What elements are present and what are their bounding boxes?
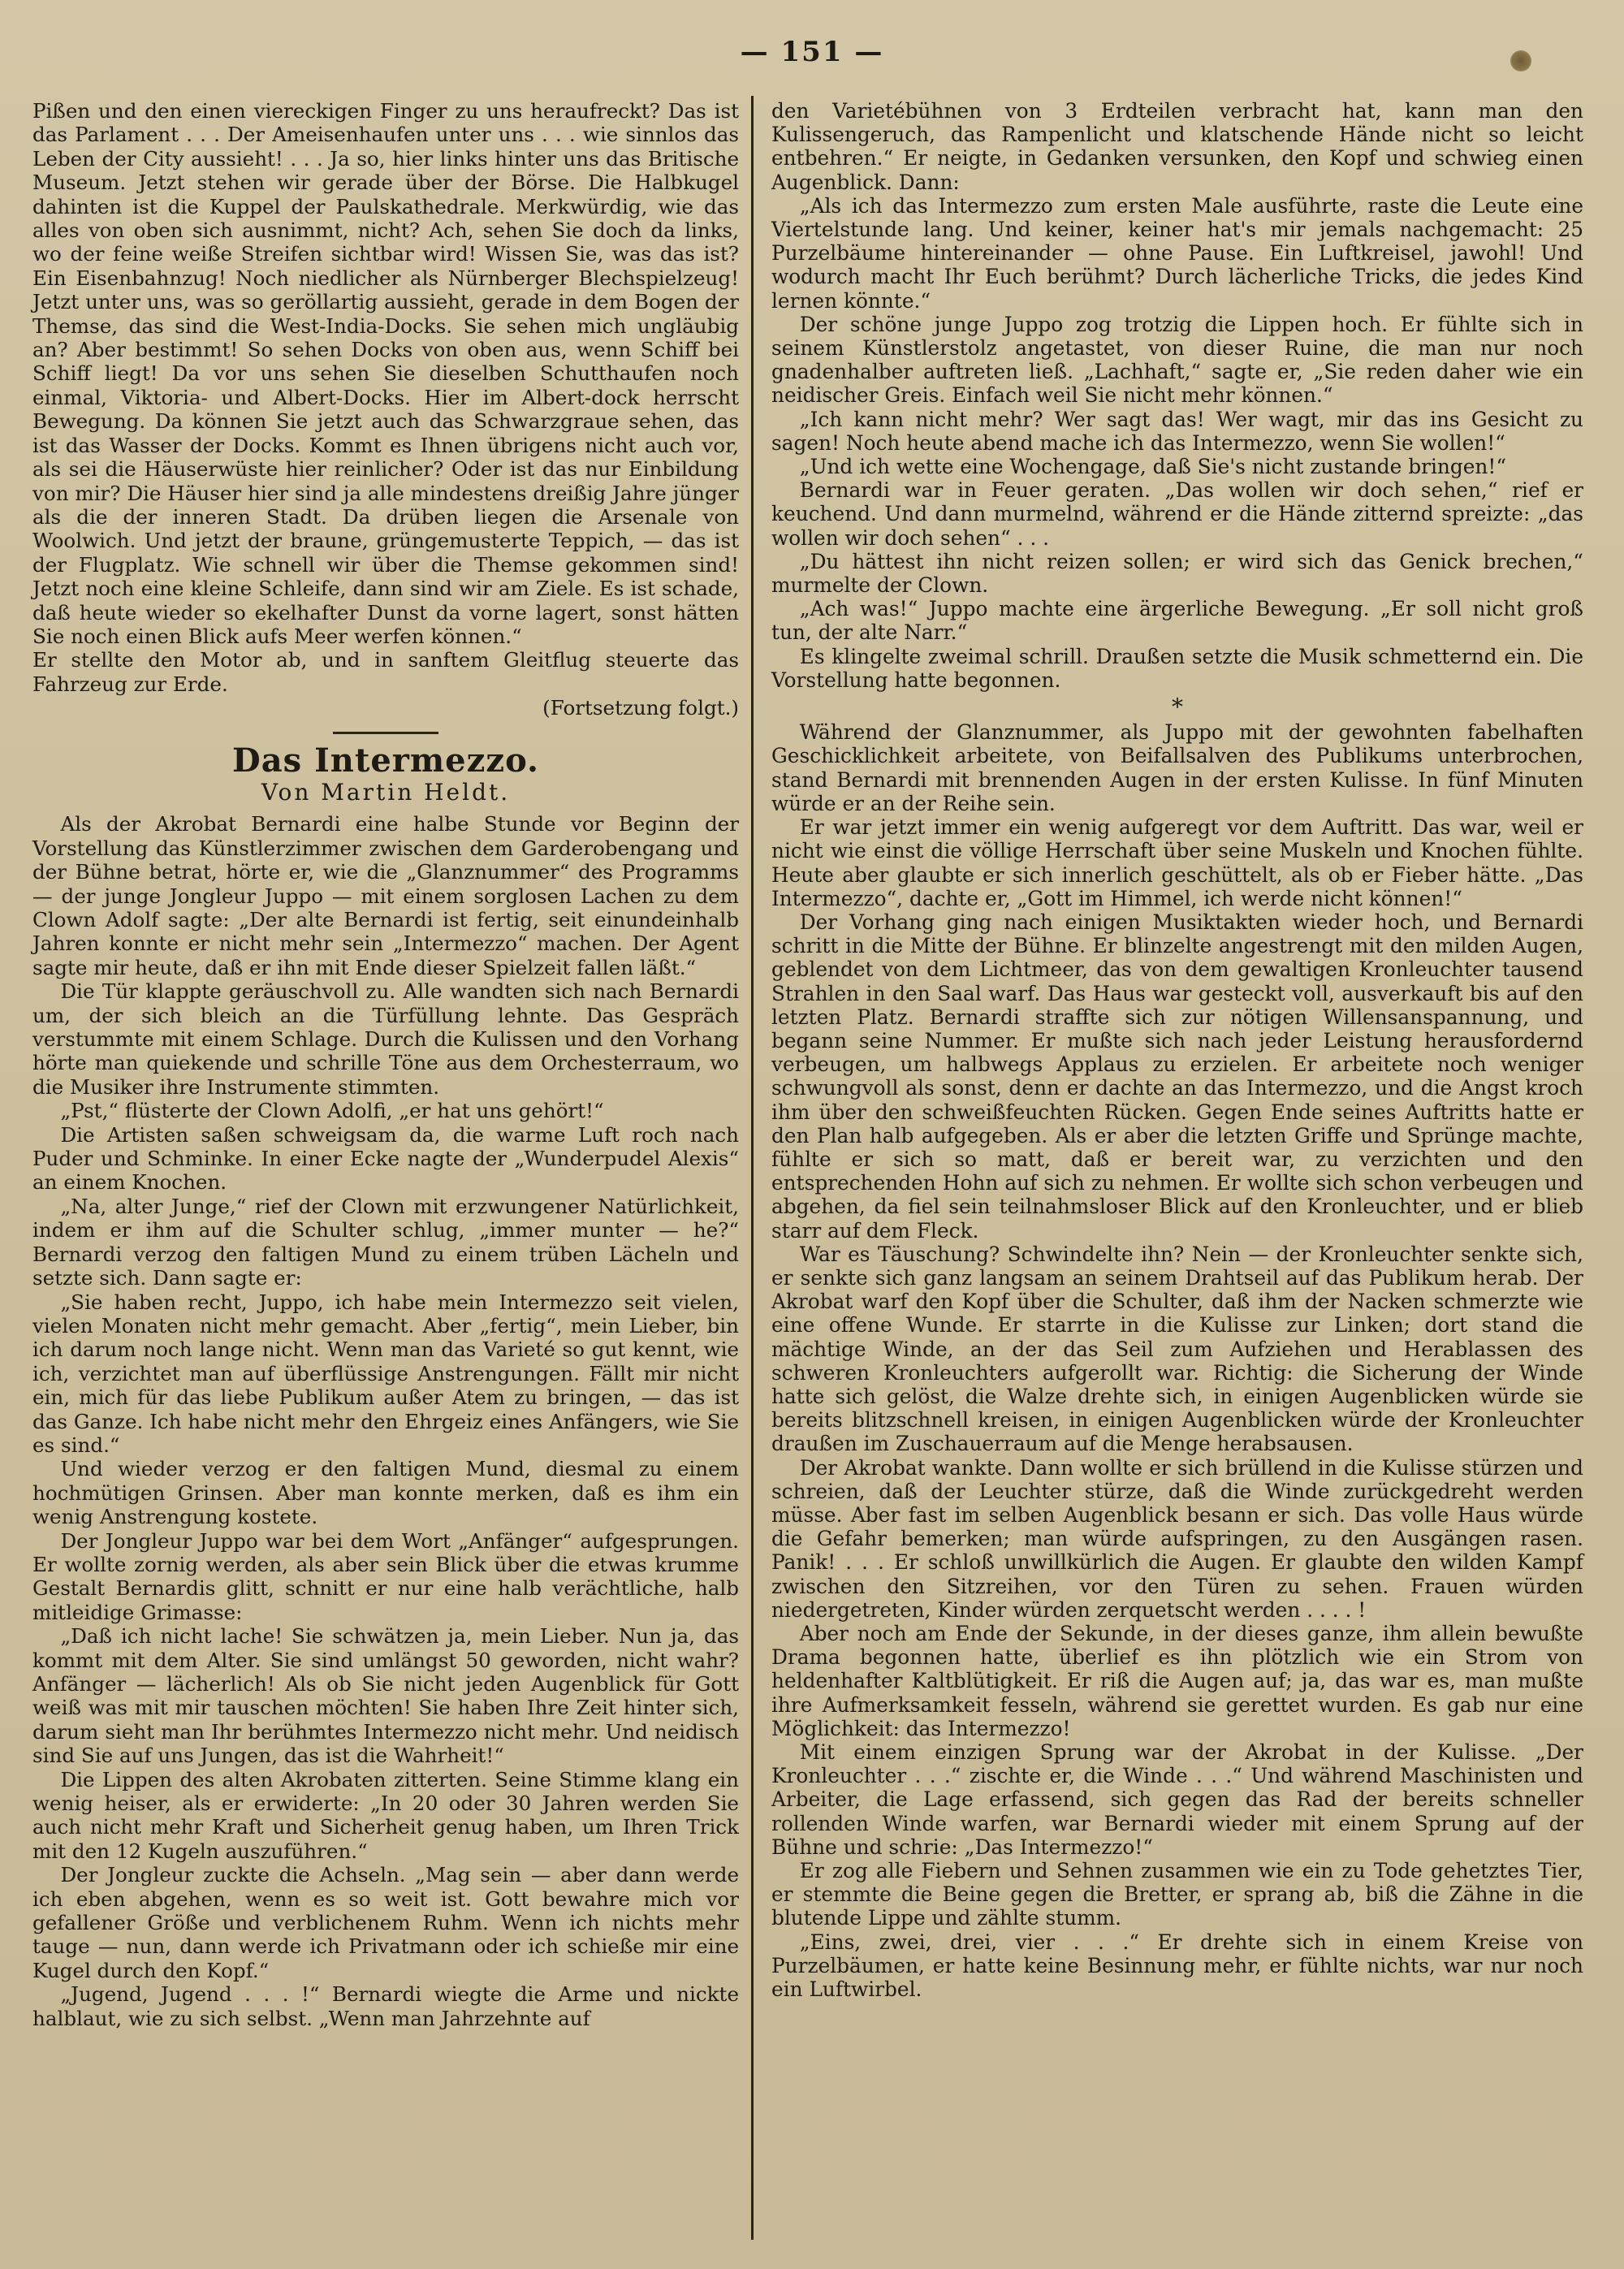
story-body-right-part2	[771, 720, 1583, 2001]
page-number: — 151 —	[740, 36, 884, 68]
paragraph: „Und ich wette eine Wochengage, daß Sie's nicht zustande bringen!“	[799, 455, 1507, 479]
section-divider	[333, 732, 438, 734]
paragraph: Pißen und den einen viereckigen Finger zu uns heraufreckt? Das ist das Parlament . . . Der Ameisenhaufen unter uns . . . wie sinnlos das Leben der City aussieht! . . . Ja so, hier links hinter uns das Britische Museum. Jetzt stehen wir gerade über der Börse. Die Halbkugel dahinten ist die Kuppel der Paulskathedrale. Merkwürdig, wie das alles von oben sich ausnimmt, nicht? Ach, sehen Sie doch da links, wo der feine weiße Streifen sichtbar wird! Wissen Sie, was das ist? Ein Eisenbahnzug! Noch niedlicher als Nürnberger Blechspielzeug! Jetzt unter uns, was so geröllartig aussieht, gerade in dem Bogen der Themse, das sind die West-India-Docks. Sie sehen mich ungläubig an? Aber bestimmt! So sehen Docks von oben aus, wenn Schiff bei Schiff liegt! Da vor uns sehen Sie dieselben Schutthaufen noch einmal, Viktoria- und Albert-Docks. Hier im Albert-dock herrscht Bewegung. Da können Sie jetzt auch das Schwarzgraue sehen, das ist das Wasser der Docks. Kommt es Ihnen übrigens nicht auch vor, als sei die Häuserwüste hier reinlicher? Oder ist das nur Einbildung von mir? Die Häuser hier sind ja alle mindestens dreißig Jahre jünger als die der inneren Stadt. Da drüben liegen die Arsenale von Woolwich. Und jetzt der braune, grüngemusterte Teppich, — das ist der Flugplatz. Wie schnell wir über die Themse gekommen sind! Jetzt noch eine kleine Schleife, dann sind wir am Ziele. Es ist schade, daß heute wieder so ekelhafter Dunst da vorne lagert, sonst hätten Sie noch einen Blick aufs Meer werfen können.“	[32, 99, 739, 648]
paragraph: „Eins, zwei, drei, vier . . .“ Er drehte sich in einem Kreise von Purzelbäumen, er hatte keine Besinnung mehr, er fühlte nichts, war nur noch ein Luftwirbel.	[771, 1930, 1583, 2002]
story-title: Das Intermezzo.	[232, 741, 539, 780]
right-column	[771, 99, 1583, 2001]
paragraph: Der Jongleur zuckte die Achseln. „Mag sein — aber dann werde ich eben abgehen, wenn es so weit ist. Gott bewahre mich vor gefallener Größe und verblichenem Ruhm. Wenn ich nichts mehr tauge — nun, dann werde ich Privatmann oder ich schieße mir eine Kugel durch den Kopf.“	[32, 1863, 739, 1982]
section-break-asterisk: *	[1172, 694, 1183, 721]
paragraph: „Na, alter Junge,“ rief der Clown mit erzwungener Natürlichkeit, indem er ihm auf die Schulter schlug, „immer munter — he?“ Bernardi verzog den faltigen Mund zu einem trüben Lächeln und setzte sich. Dann sagte er:	[32, 1194, 739, 1290]
paragraph: „Daß ich nicht lache! Sie schwätzen ja, mein Lieber. Nun ja, das kommt mit dem Alter. Sie sind umlängst 50 geworden, nicht wahr? Anfänger — lächerlich! Als ob Sie nicht jeden Augenblick für Gott weiß was mit mir tauschen möchten! Sie haben Ihre Zeit hinter sich, darum sieht man Ihr berühmtes Intermezzo nicht mehr. Und neidisch sind Sie auf uns Jungen, das ist die Wahrheit!“	[32, 1624, 739, 1768]
left-column	[32, 99, 739, 2030]
paragraph: Es klingelte zweimal schrill. Draußen setzte die Musik schmetternd ein. Die Vorstellung hatte begonnen.	[771, 644, 1583, 692]
paragraph: Der schöne junge Juppo zog trotzig die Lippen hoch. Er fühlte sich in seinem Künstlerstolz angetastet, von dieser Ruine, die man nur noch gnadenhalber auftreten ließ. „Lachhaft,“ sagte er, „Sie reden daher wie ein neidischer Greis. Einfach weil Sie nicht mehr können.“	[771, 312, 1583, 408]
paragraph: Bernardi war in Feuer geraten. „Das wollen wir doch sehen,“ rief er keuchend. Und dann murmelnd, während er die Hände zitternd spreizte: „das wollen wir doch sehen“ . . .	[771, 478, 1583, 550]
paragraph: Die Tür klappte geräuschvoll zu. Alle wandten sich nach Bernardi um, der sich bleich an die Türfüllung lehnte. Das Gespräch verstummte mit einem Schlage. Durch die Kulissen und den Vorhang hörte man quiekende und schrille Töne aus dem Orchesterraum, wo die Musiker ihre Instrumente stimmten.	[32, 979, 739, 1099]
paragraph: „Pst,“ flüsterte der Clown Adolfi, „er hat uns gehört!“	[60, 1099, 604, 1123]
continued-note: (Fortsetzung folgt.)	[542, 696, 739, 720]
serial-ending	[32, 648, 739, 696]
paragraph: „Als ich das Intermezzo zum ersten Male ausführte, raste die Leute eine Viertelstunde lang. Und keiner, keiner hat's mir jemals nachgemacht: 25 Purzelbäume hintereinander — ohne Pause. Ein Luftkreisel, jawohl! Und wodurch macht Ihr Euch berühmt? Durch lächerliche Tricks, die jedes Kind lernen könnte.“	[771, 193, 1583, 313]
paragraph: Der Jongleur Juppo war bei dem Wort „Anfänger“ aufgesprungen. Er wollte zornig werden, als aber sein Blick über die etwas krumme Gestalt Bernardis glitt, schnitt er nur eine halb verächtliche, halb mitleidige Grimasse:	[32, 1528, 739, 1624]
paragraph: Der Akrobat wankte. Dann wollte er sich brüllend in die Kulisse stürzen und schreien, daß der Leuchter stürze, daß die Winde zurückgedreht werden müsse. Aber fast im selben Augenblick besann er sich. Das volle Haus würde die Gefahr bemerken; man würde aufspringen, zu den Ausgängen rasen. Panik! . . . Er schloß unwillkürlich die Augen. Er glaubte den wilden Kampf zwischen den Sitzreihen, vor den Türen zu sehen. Frauen würden niedergetreten, Kinder würden zerquetscht werden . . . . !	[771, 1455, 1583, 1622]
story-byline: Von Martin Heldt.	[261, 778, 511, 806]
story-body-left	[32, 812, 739, 2030]
paragraph: Er zog alle Fiebern und Sehnen zusammen wie ein zu Tode gehetztes Tier, er stemmte die Beine gegen die Bretter, er sprang ab, biß die Zähne in die blutende Lippe und zählte stumm.	[771, 1859, 1583, 1930]
paragraph: Die Artisten saßen schweigsam da, die warme Luft roch nach Puder und Schminke. In einer Ecke nagte der „Wunderpudel Alexis“ an einem Knochen.	[32, 1122, 739, 1195]
story-body-right-part1	[771, 99, 1583, 692]
paragraph: Der Vorhang ging nach einigen Musiktakten wieder hoch, und Bernardi schritt in die Mitte der Bühne. Er blinzelte angestrengt mit den milden Augen, geblendet von dem Lichtmeer, das von dem gewaltigen Kronleuchter tausend Strahlen in den Saal warf. Das Haus war gesteckt voll, ausverkauft bis auf den letzten Platz. Bernardi straffte sich zur nötigen Willensanspannung, und begann seine Nummer. Er mußte sich nach jeder Leistung herausfordernd verbeugen, um halbwegs Applaus zu erzielen. Er arbeitete noch weniger schwungvoll als sonst, denn er dachte an das Intermezzo, und die Angst kroch ihm über den schweißfeuchten Rücken. Gegen Ende seines Auftritts hatte er den Plan halb aufgegeben. Als er aber die letzten Griffe und Sprünge machte, fühlte er sich so matt, daß er bereit war, zu verzichten und den entsprechenden Hohn auf sich zu nehmen. Er wollte sich schon verbeugen und abgehen, da fiel sein teilnahmsloser Blick auf den Kronleuchter, und er blieb starr auf dem Fleck.	[771, 910, 1583, 1243]
paragraph: War es Täuschung? Schwindelte ihn? Nein — der Kronleuchter senkte sich, er senkte sich ganz langsam an seinem Drahtseil auf das Publikum herab. Der Akrobat warf den Kopf über die Schulter, daß ihm der Nacken schmerzte wie eine offene Wunde. Er starrte in die Kulisse zur Linken; dort stand die mächtige Winde, an der das Seil zum Aufziehen und Herablassen des schweren Kronleuchters aufgerollt war. Richtig: die Sicherung der Winde hatte sich gelöst, die Walze drehte sich, in einigen Augenblicken würde sie bereits blitzschnell kreisen, in einigen Augenblicken würde der Kronleuchter draußen im Zuschauerraum auf die Menge herabsausen.	[771, 1242, 1583, 1456]
paragraph: Als der Akrobat Bernardi eine halbe Stunde vor Beginn der Vorstellung das Künstlerzimmer zwischen dem Garderobengang und der Bühne betrat, hörte er, wie die „Glanznummer“ des Programms — der junge Jongleur Juppo — mit einem sorglosen Lachen zu dem Clown Adolf sagte: „Der alte Bernardi ist fertig, seit einundeinhalb Jahren konnte er nicht mehr sein „Intermezzo“ machen. Der Agent sagte mir heute, daß er ihn mit Ende dieser Spielzeit fallen läßt.“	[32, 812, 739, 979]
serial-closing-text: Er stellte den Motor ab, und in sanftem Gleitflug steuerte das Fahrzeug zur Erde.	[32, 648, 739, 696]
paragraph: Während der Glanznummer, als Juppo mit der gewohnten fabelhaften Geschicklichkeit arbeitete, von Beifallsalven des Publikums unterbrochen, stand Bernardi mit brennenden Augen in der ersten Kulisse. In fünf Minuten würde er an der Reihe sein.	[771, 720, 1583, 815]
paragraph: den Varietébühnen von 3 Erdteilen verbracht hat, kann man den Kulissengeruch, das Rampenlicht und klatschende Hände nicht so leicht entbehren.“ Er neigte, in Gedanken versunken, den Kopf und schwieg einen Augenblick. Dann:	[771, 99, 1583, 194]
paragraph: Aber noch am Ende der Sekunde, in der dieses ganze, ihm allein bewußte Drama begonnen hatte, überlief es ihn plötzlich wie ein Strom von heldenhafter Kaltblütigkeit. Er riß die Augen auf; ja, das war es, man mußte ihre Aufmerksamkeit fesseln, während sie gerettet wurden. Es gab nur eine Möglichkeit: das Intermezzo!	[771, 1622, 1583, 1740]
column-divider	[751, 96, 754, 2240]
paragraph: Er war jetzt immer ein wenig aufgeregt vor dem Auftritt. Das war, weil er nicht wie einst die völlige Herrschaft über seine Muskeln und Knochen fühlte. Heute aber glaubte er sich innerlich geschüttelt, als ob er Fieber hätte. „Das Intermezzo“, dachte er, „Gott im Himmel, ich werde nicht können!“	[771, 815, 1583, 910]
paragraph: „Ich kann nicht mehr? Wer sagt das! Wer wagt, mir das ins Gesicht zu sagen! Noch heute abend mache ich das Intermezzo, wenn Sie wollen!“	[771, 407, 1583, 455]
paragraph: „Du hättest ihn nicht reizen sollen; er wird sich das Genick brechen,“ murmelte der Clown.	[771, 549, 1583, 598]
paragraph: „Sie haben recht, Juppo, ich habe mein Intermezzo seit vielen, vielen Monaten nicht mehr gemacht. Aber „fertig“, mein Lieber, bin ich darum noch lange nicht. Wenn man das Varieté so gut kennt, wie ich, verzichtet man auf überflüssige Anstrengungen. Fällt mir nicht ein, mich für das liebe Publikum außer Atem zu bringen, — das ist das Ganze. Ich habe nicht mehr den Ehrgeiz eines Anfängers, wie Sie es sind.“	[32, 1290, 739, 1457]
serial-continuation	[32, 99, 739, 648]
paragraph: „Ach was!“ Juppo machte eine ärgerliche Bewegung. „Er soll nicht groß tun, der alte Narr.“	[771, 597, 1583, 645]
paragraph: „Jugend, Jugend . . . !“ Bernardi wiegte die Arme und nickte halblaut, wie zu sich selbst. „Wenn man Jahrzehnte auf	[32, 1982, 739, 2030]
paragraph: Und wieder verzog er den faltigen Mund, diesmal zu einem hochmütigen Grinsen. Aber man konnte merken, daß es ihm ein wenig Anstrengung kostete.	[32, 1457, 739, 1529]
paragraph: Die Lippen des alten Akrobaten zitterten. Seine Stimme klang ein wenig heiser, als er erwiderte: „In 20 oder 30 Jahren werden Sie auch nicht mehr Kraft und Sicherheit genug haben, um Ihren Trick mit den 12 Kugeln auszuführen.“	[32, 1767, 739, 1863]
paragraph: Mit einem einzigen Sprung war der Akrobat in der Kulisse. „Der Kronleuchter . . .“ zischte er, die Winde . . .“ Und während Maschinisten und Arbeiter, die Lage erfassend, sich gegen das Rad der bereits schneller rollenden Winde warfen, war Bernardi wieder mit einem Sprung auf der Bühne und schrie: „Das Intermezzo!“	[771, 1740, 1583, 1859]
